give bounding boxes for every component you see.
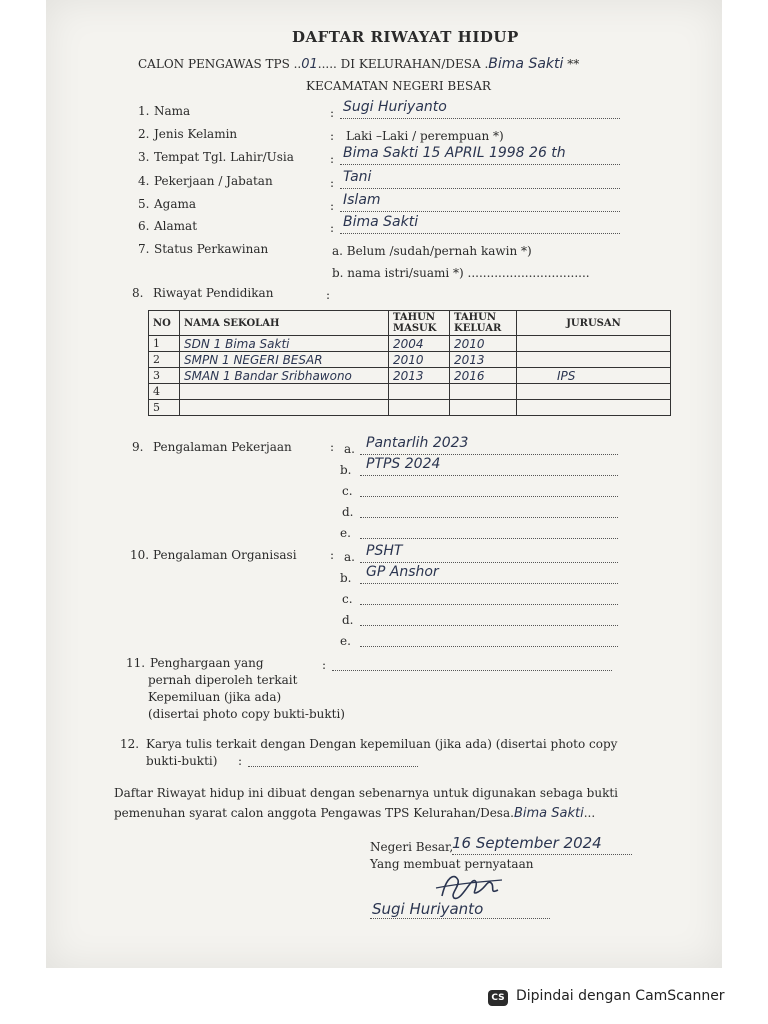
field-6-dotted-line xyxy=(340,233,620,234)
section-8-label: Riwayat Pendidikan xyxy=(153,286,274,300)
row-sekolah: SMAN 1 Bandar Sribhawono xyxy=(180,368,389,384)
table-row xyxy=(149,336,671,352)
statement-line-2 xyxy=(114,806,595,821)
section-9-no: 9. xyxy=(132,440,144,454)
pekerjaan-item-1-dotted-line xyxy=(360,454,618,455)
row-jurusan xyxy=(517,384,671,400)
desa-name: Bima Sakti xyxy=(488,56,564,72)
section-8-no: 8. xyxy=(132,286,144,300)
row-keluar xyxy=(450,384,517,400)
organisasi-item-1-value: PSHT xyxy=(366,543,403,559)
header-line-1 xyxy=(138,56,579,72)
organisasi-item-5-letter: e. xyxy=(340,634,351,648)
field-4-dotted-line xyxy=(340,188,620,189)
signer-name: Sugi Huriyanto xyxy=(372,900,484,918)
section-11-sep: : xyxy=(322,658,327,672)
header-prefix: CALON PENGAWAS TPS .. xyxy=(138,57,302,71)
organisasi-item-3-letter: c. xyxy=(342,592,353,606)
closing-maker: Yang membuat pernyataan xyxy=(370,857,534,871)
signature-scribble xyxy=(432,868,512,904)
table-row xyxy=(149,368,671,384)
row-sekolah: SDN 1 Bima Sakti xyxy=(180,336,389,352)
table-row xyxy=(149,384,671,400)
row-no: 1 xyxy=(149,336,180,352)
section-11-dotted-line xyxy=(332,670,612,671)
statement-desa: Bima Sakti xyxy=(513,806,584,821)
header-nama-sekolah: NAMA SEKOLAH xyxy=(180,311,389,336)
organisasi-item-5-dotted-line xyxy=(360,646,618,647)
closing-place: Negeri Besar, xyxy=(370,840,454,854)
row-no: 2 xyxy=(149,352,180,368)
closing-date: 16 September 2024 xyxy=(452,834,602,852)
pekerjaan-item-2-value: PTPS 2024 xyxy=(366,456,441,472)
statement-line-2-text: pemenuhan syarat calon anggota Pengawas TPS Kelurahan/Desa. xyxy=(114,806,514,820)
field-4-label: Pekerjaan / Jabatan xyxy=(154,174,273,188)
field-7-value: a. Belum /sudah/pernah kawin *) xyxy=(332,244,532,258)
header-mid: ..... DI KELURAHAN/DESA . xyxy=(317,57,489,71)
row-no: 3 xyxy=(149,368,180,384)
pekerjaan-item-3-dotted-line xyxy=(360,496,618,497)
section-8-sep: : xyxy=(326,288,331,302)
organisasi-item-2-letter: b. xyxy=(340,571,352,585)
row-sekolah: SMPN 1 NEGERI BESAR xyxy=(180,352,389,368)
section-12-line-1: Karya tulis terkait dengan Dengan kepemiluan (jika ada) (disertai photo copy xyxy=(146,737,618,751)
field-2-sep: : xyxy=(330,129,335,143)
table-row xyxy=(149,400,671,416)
row-no: 5 xyxy=(149,400,180,416)
field-4-value: Tani xyxy=(343,169,372,185)
organisasi-item-1-letter: a. xyxy=(344,550,355,564)
section-12-dotted-line xyxy=(248,766,418,767)
field-5-dotted-line xyxy=(340,211,620,212)
pekerjaan-item-1-value: Pantarlih 2023 xyxy=(366,435,469,451)
pekerjaan-item-2-dotted-line xyxy=(360,475,618,476)
row-jurusan xyxy=(517,336,671,352)
row-masuk xyxy=(389,400,450,416)
field-6-sep: : xyxy=(330,221,335,235)
field-3-sep: : xyxy=(330,152,335,166)
field-4-no: 4. xyxy=(138,174,150,188)
pekerjaan-item-2-letter: b. xyxy=(340,463,352,477)
header-jurusan: JURUSAN xyxy=(517,311,671,336)
row-masuk: 2004 xyxy=(389,336,450,352)
field-3-label: Tempat Tgl. Lahir/Usia xyxy=(154,150,294,164)
section-11-line-4: (disertai photo copy bukti-bukti) xyxy=(148,707,345,721)
organisasi-item-1-dotted-line xyxy=(360,562,618,563)
row-masuk: 2013 xyxy=(389,368,450,384)
status-b-line: b. nama istri/suami *) ................................ xyxy=(332,266,590,280)
row-keluar: 2013 xyxy=(450,352,517,368)
section-10-no: 10. xyxy=(130,548,150,562)
row-keluar: 2016 xyxy=(450,368,517,384)
row-jurusan xyxy=(517,352,671,368)
field-1-label: Nama xyxy=(154,104,191,118)
field-4-sep: : xyxy=(330,176,335,190)
field-2-label: Jenis Kelamin xyxy=(154,127,238,141)
field-1-value: Sugi Huriyanto xyxy=(343,99,447,115)
pekerjaan-item-5-letter: e. xyxy=(340,526,351,540)
field-7-no: 7. xyxy=(138,242,150,256)
camscanner-logo-icon: CS xyxy=(488,990,508,1006)
field-1-dotted-line xyxy=(340,118,620,119)
camscanner-watermark: Dipindai dengan CamScanner xyxy=(516,988,725,1004)
section-12-line-2: bukti-bukti) xyxy=(146,754,218,768)
field-3-dotted-line xyxy=(340,164,620,165)
section-11-line-2: pernah diperoleh terkait xyxy=(148,673,298,687)
row-jurusan xyxy=(517,400,671,416)
header-line-2: KECAMATAN NEGERI BESAR xyxy=(306,79,491,93)
field-5-label: Agama xyxy=(154,197,197,211)
section-11-line-3: Kepemiluan (jika ada) xyxy=(148,690,282,704)
section-11-no: 11. xyxy=(126,656,146,670)
header-tahun-keluar: TAHUN KELUAR xyxy=(450,311,517,336)
section-10-label: Pengalaman Organisasi xyxy=(153,548,297,562)
section-12-no: 12. xyxy=(120,737,140,751)
row-sekolah xyxy=(180,384,389,400)
row-keluar: 2010 xyxy=(450,336,517,352)
statement-line-1: Daftar Riwayat hidup ini dibuat dengan sebenarnya untuk digunakan sebaga bukti xyxy=(114,786,619,800)
row-sekolah xyxy=(180,400,389,416)
header-no: NO xyxy=(149,311,180,336)
pekerjaan-item-4-dotted-line xyxy=(360,517,618,518)
section-9-sep: : xyxy=(330,440,335,454)
section-10-sep: : xyxy=(330,548,335,562)
row-keluar xyxy=(450,400,517,416)
row-masuk xyxy=(389,384,450,400)
pekerjaan-item-1-letter: a. xyxy=(344,442,355,456)
organisasi-item-3-dotted-line xyxy=(360,604,618,605)
section-12-sep: : xyxy=(238,754,243,768)
document-title: DAFTAR RIWAYAT HIDUP xyxy=(292,28,519,46)
field-5-value: Islam xyxy=(343,192,381,208)
field-6-label: Alamat xyxy=(154,219,198,233)
field-1-no: 1. xyxy=(138,104,150,118)
row-jurusan: IPS xyxy=(517,368,671,384)
pekerjaan-item-5-dotted-line xyxy=(360,538,618,539)
signer-name-line xyxy=(370,918,550,919)
closing-date-line xyxy=(452,854,632,855)
organisasi-item-2-dotted-line xyxy=(360,583,618,584)
field-5-sep: : xyxy=(330,199,335,213)
field-3-value: Bima Sakti 15 APRIL 1998 26 th xyxy=(343,145,566,161)
education-header-row xyxy=(149,311,671,336)
header-tahun-masuk: TAHUN MASUK xyxy=(389,311,450,336)
header-suffix: ** xyxy=(567,57,580,71)
section-11-line-1: Penghargaan yang xyxy=(150,656,264,670)
field-2-value: Laki –Laki / perempuan *) xyxy=(346,129,504,143)
organisasi-item-4-letter: d. xyxy=(342,613,354,627)
table-row xyxy=(149,352,671,368)
field-1-sep: : xyxy=(330,106,335,120)
education-table xyxy=(148,310,671,416)
field-6-value: Bima Sakti xyxy=(343,214,419,230)
section-9-label: Pengalaman Pekerjaan xyxy=(153,440,292,454)
row-masuk: 2010 xyxy=(389,352,450,368)
field-2-no: 2. xyxy=(138,127,150,141)
organisasi-item-2-value: GP Anshor xyxy=(366,564,439,580)
pekerjaan-item-3-letter: c. xyxy=(342,484,353,498)
tps-number: 01 xyxy=(301,57,318,72)
field-6-no: 6. xyxy=(138,219,150,233)
field-3-no: 3. xyxy=(138,150,150,164)
row-no: 4 xyxy=(149,384,180,400)
pekerjaan-item-4-letter: d. xyxy=(342,505,354,519)
field-5-no: 5. xyxy=(138,197,150,211)
statement-line-2-end: ... xyxy=(583,806,596,820)
organisasi-item-4-dotted-line xyxy=(360,625,618,626)
field-7-label: Status Perkawinan xyxy=(154,242,269,256)
